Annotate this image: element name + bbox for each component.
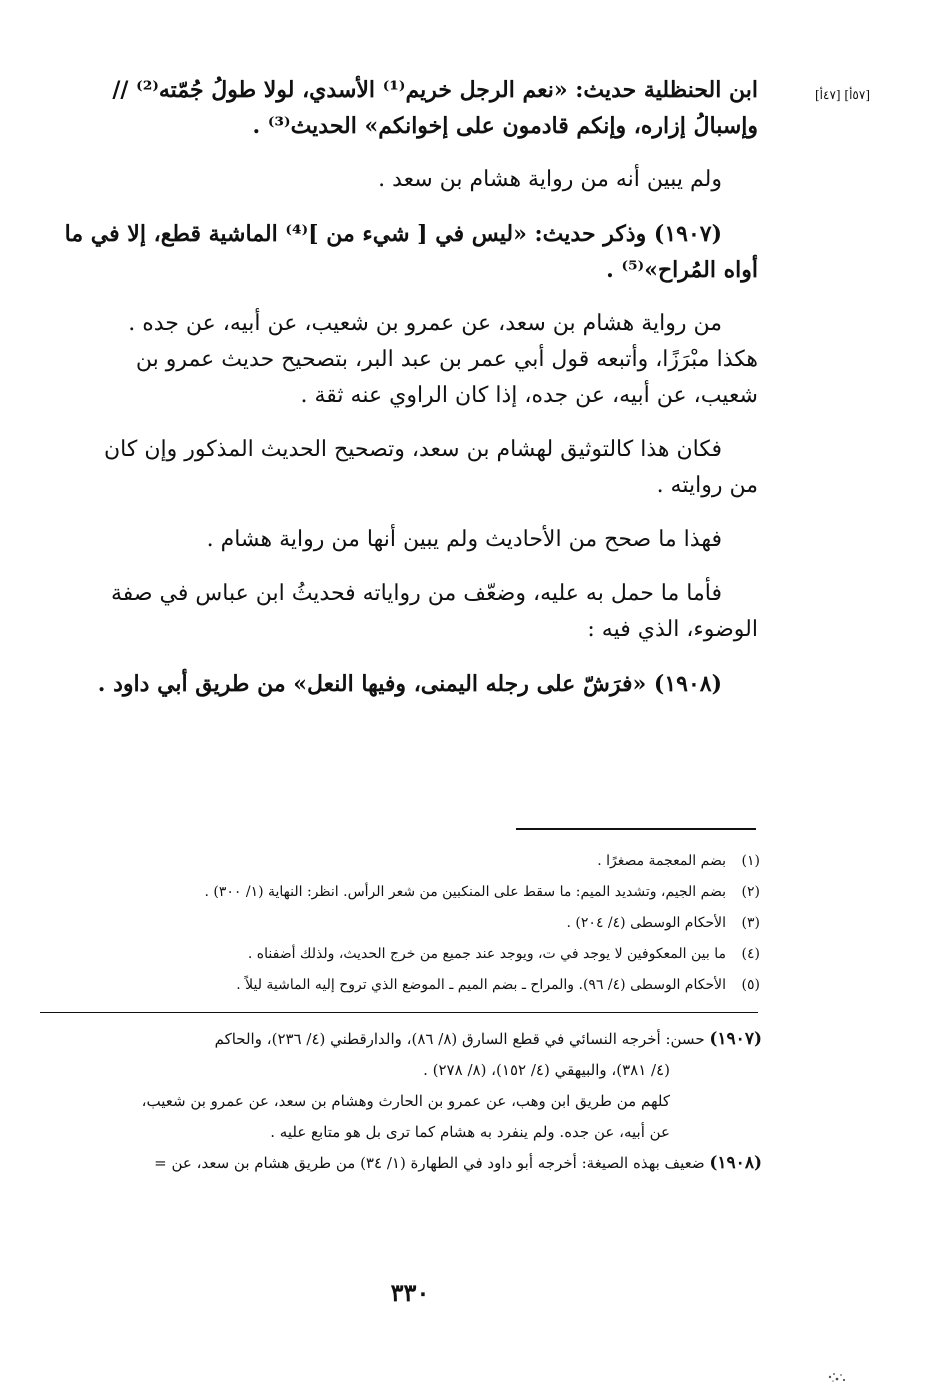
text-line: أواه المُراح»⁽⁵⁾ . [606,257,758,283]
footnote-number: (٣) [741,915,760,931]
scan-smudge [822,1368,852,1386]
footnote-text: ما بين المعكوفين لا يوجد في ت، ويوجد عند جميع من خرج الحديث، ولذلك أضفناه . [247,946,726,962]
text-line: شعيب، عن أبيه، عن جده، إذا كان الراوي عنه ثقة . [300,383,758,408]
note-1908-line [28,1148,762,1179]
text-line: من روايته . [656,473,758,498]
footnote-text: الأحكام الوسطى (٤/ ٢٠٤) . [566,915,726,931]
footnote-text: بضم الجيم، وتشديد الميم: ما سقط على المنكبين من شعر الرأس. انظر: النهاية (١/ ٣٠٠) . [204,884,726,900]
footnote-text: بضم المعجمة مصغرًا . [597,853,726,869]
takhrij-notes [28,1024,762,1179]
text-line: وإسبالُ إزاره، وإنكم قادمون على إخوانكم» الحديث⁽³⁾ . [252,113,758,139]
footnote [150,908,760,939]
page-number: ٣٣٠ [390,1278,430,1307]
footnote-divider [516,828,756,830]
text-line: ابن الحنظلية حديث: «نعم الرجل خريم⁽¹⁾ الأسدي، لولا طولُ جُمّته⁽²⁾ // [112,77,758,103]
manuscript-folio-reference: [٥٧أ] [٤٧أ] [815,88,870,102]
footnote [150,846,760,877]
note-line: كلهم من طريق ابن وهب، عن عمرو بن الحارث وهشام بن سعد، عن عمرو بن شعيب، [141,1092,670,1110]
footnotes [150,846,760,1001]
note-text: ضعيف بهذه الصيغة: أخرجه أبو داود في الطهارة (١/ ٣٤) من طريق هشام بن سعد، عن = [154,1154,705,1172]
note-1907-line [28,1024,762,1055]
text-line: هكذا مبْرَزًا، وأتبعه قول أبي عمر بن عبد البر، بتصحيح حديث عمرو بن [135,347,758,372]
footnote-number: (٢) [741,884,760,900]
footnote [150,970,760,1001]
footnote-number: (٤) [741,946,760,962]
text-line: الوضوء، الذي فيه : [587,617,758,642]
text-line: فهذا ما صحح من الأحاديث ولم يبين أنها من رواية هشام . [206,527,722,552]
footnote-text: الأحكام الوسطى (٤/ ٩٦). والمراح ـ بضم الميم ـ الموضع الذي تروح إليه الماشية ليلاً . [236,977,726,993]
note-line: (٤/ ٣٨١)، والبيهقي (٤/ ١٥٢)، (٨/ ٢٧٨) . [423,1061,670,1079]
text-line: فكان هذا كالتوثيق لهشام بن سعد، وتصحيح الحديث المذكور وإن كان [104,437,722,462]
hadith-1908-line: (١٩٠٨) «فرَشّ على رجله اليمنى، وفيها النعل» من طريق أبي داود . [97,671,722,697]
main-text [40,72,758,702]
footnote-number: (١) [741,853,760,869]
note-number: (١٩٠٨) [709,1153,762,1173]
notes-divider [40,1012,758,1013]
text-line: ولم يبين أنه من رواية هشام بن سعد . [378,167,722,192]
footnote [150,877,760,908]
note-text: حسن: أخرجه النسائي في قطع السارق (٨/ ٨٦)، والدارقطني (٤/ ٢٣٦)، والحاكم [214,1030,705,1048]
text-line: فأما ما حمل به عليه، وضعّف من رواياته فحديثُ ابن عباس في صفة [110,581,722,606]
note-line: عن أبيه، عن جده. ولم ينفرد به هشام كما ترى بل هو متابع عليه . [270,1123,670,1141]
footnote [150,939,760,970]
footnote-number: (٥) [741,977,760,993]
hadith-1907-line: (١٩٠٧) وذكر حديث: «ليس في [ شيء من ]⁽⁴⁾ الماشية قطع، إلا في ما [64,221,722,247]
note-number: (١٩٠٧) [709,1029,762,1049]
text-line: من رواية هشام بن سعد، عن عمرو بن شعيب، عن أبيه، عن جده . [128,311,722,336]
